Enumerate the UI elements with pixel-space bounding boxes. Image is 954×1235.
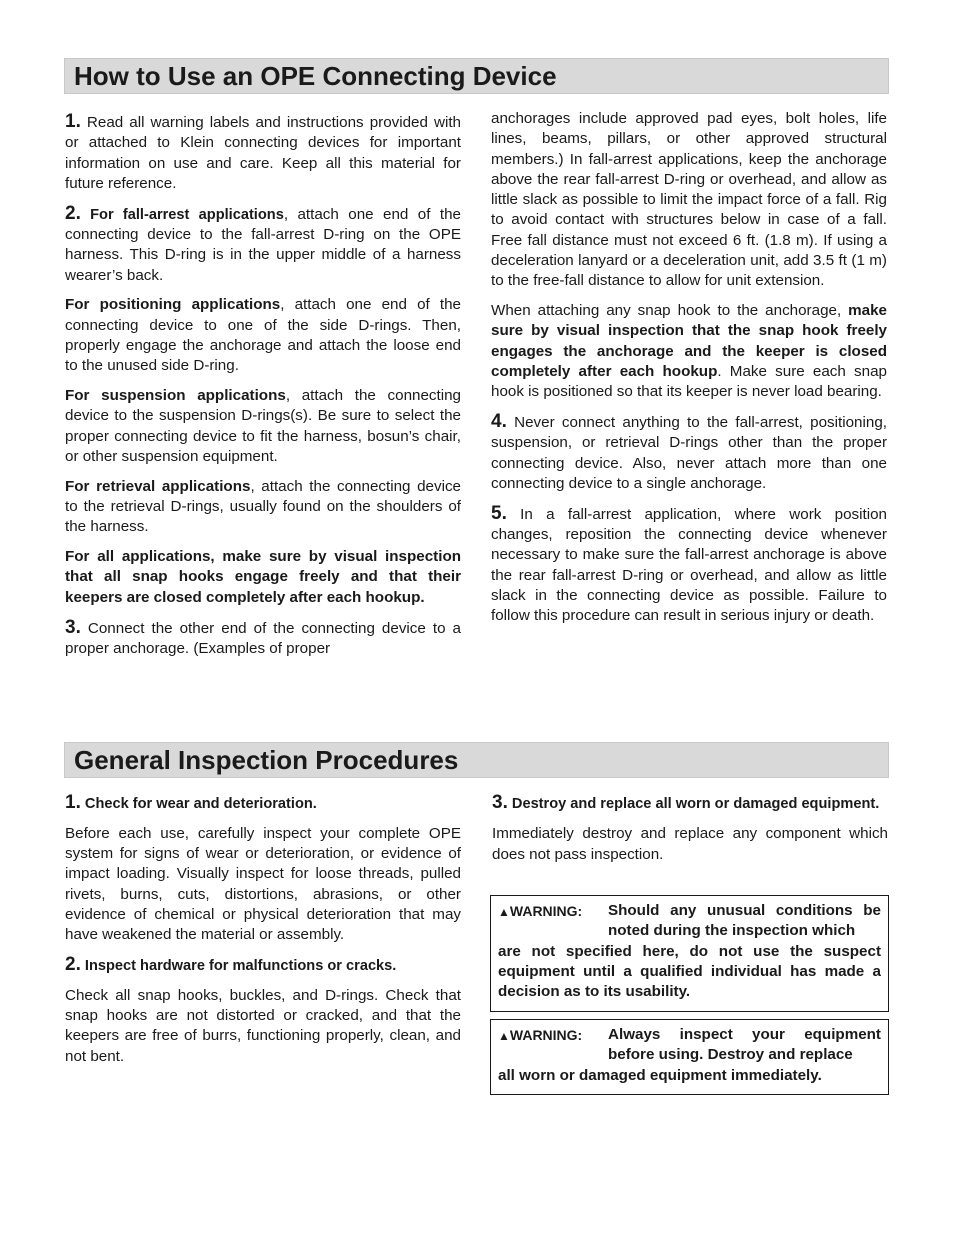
paragraph — [65, 477, 461, 538]
paragraph-text: , attach the connecting device to the suspension D-rings(s). Be sure to select the proper connecting device to fit the harness, bosun’s chair, or other suspension equipment. — [65, 387, 461, 465]
paragraph — [65, 547, 461, 608]
warning-box — [490, 1019, 889, 1095]
step-number: 3. — [65, 616, 81, 638]
step-number: 1. — [65, 792, 81, 813]
warning-box — [490, 895, 889, 1012]
paragraph-text: In a fall-arrest application, where work position changes, reposition the connecting device whenever necessary to make sure the fall-arrest anchorage is above the rear fall-arrest D-ring or overhead, and allow as little slack in the connecting device as possible. Failure to follow this procedure can result in serious injury or death. — [491, 505, 887, 625]
warning-triangle-icon: ▲ — [498, 905, 510, 919]
section-title: General Inspection Procedures — [74, 745, 459, 775]
paragraph — [491, 504, 887, 627]
step-number: 2. — [65, 954, 81, 976]
paragraph-bold: For fall-arrest applications — [80, 206, 284, 223]
warning-label — [498, 1025, 582, 1046]
paragraph-text: Connect the other end of the connecting device to a proper anchorage. (Examples of proper — [65, 619, 461, 657]
section-header-how-to-use — [64, 58, 889, 94]
paragraph-bold: For all applications, make sure by visual inspection that all snap hooks engage freely and that their keepers are closed completely after each hookup. — [65, 548, 461, 606]
paragraph — [65, 386, 461, 467]
warning-triangle-icon: ▲ — [498, 1029, 510, 1043]
paragraph — [65, 295, 461, 376]
paragraph-text: Never connect anything to the fall-arrest, positioning, suspension, or retrieval D-rings other than the proper connecting device. Also, never attach more than one connecting device to a single anchorage. — [491, 414, 887, 493]
warning-text — [498, 901, 881, 1002]
paragraph — [65, 204, 461, 286]
paragraph-text: , attach one end of the connecting device to the fall-arrest D-ring on the OPE harness. This D-ring is in the upper middle of a harness wearer’s back. — [65, 205, 461, 284]
paragraph — [491, 412, 887, 494]
warning-label — [498, 901, 582, 922]
subheading-text: Inspect hardware for malfunctions or cracks. — [80, 958, 397, 975]
section2-left-column — [65, 793, 461, 1077]
warning-rest: all worn or damaged equipment immediately. — [498, 1066, 822, 1084]
subheading-text: Destroy and replace all worn or damaged equipment. — [507, 796, 880, 812]
section1-right-column — [491, 109, 887, 636]
step-number: 3. — [492, 792, 508, 813]
step-number: 2. — [65, 202, 81, 224]
paragraph-bold: For positioning applications — [65, 296, 281, 314]
step-number: 5. — [491, 502, 507, 524]
paragraph — [491, 301, 887, 402]
section1-left-column — [65, 112, 461, 669]
paragraph: Immediately destroy and replace any component which does not pass inspection. — [492, 825, 888, 863]
warning-label-text: WARNING: — [509, 903, 583, 919]
paragraph: Check all snap hooks, buckles, and D-rings. Check that snap hooks are not distorted or cracked, and that the keepers are free of burrs, functioning properly, clean, and not bent. — [65, 986, 461, 1065]
step-number: 4. — [491, 411, 507, 433]
paragraph-bold: For suspension applications — [65, 387, 286, 405]
warning-label-text: WARNING: — [509, 1027, 583, 1043]
paragraph-bold: make sure by visual inspection that the snap hook freely engages the anchorage and the keeper is closed completely after each hookup — [491, 302, 887, 381]
paragraph — [65, 112, 461, 194]
paragraph-text: , attach one end of the connecting device to one of the side D-rings. Then, properly engage the anchorage and attach the loose end to the unused side D-ring. — [65, 296, 461, 375]
warning-text — [498, 1025, 881, 1086]
paragraph-text: , attach the connecting device to the retrieval D-rings, usually found on the shoulders of the harness. — [65, 477, 461, 536]
section-header-general-inspection — [64, 742, 889, 778]
warning-rest: are not specified here, do not use the suspect equipment until a qualified individual has made a decision as to its usability. — [498, 942, 881, 1001]
subheading — [492, 793, 888, 814]
paragraph-text: . Make sure each snap hook is positioned so that its keeper is never load bearing. — [491, 363, 887, 401]
paragraph: anchorages include approved pad eyes, bolt holes, life lines, beams, pillars, or other approved structural members.) In fall-arrest applications, keep the anchorage above the rear fall-arrest D-ring or overhead, and allow as little slack as possible to limit the impact force of a fall. Rig to avoid contact with structures below in case of a fall. Free fall distance must not exceed 6 ft. (1.8 m). If using a deceleration lanyard or a deceleration unit, add 3.5 ft (1 m) to the free-fall distance to allow for unit extension. — [491, 110, 887, 290]
step-number: 1. — [65, 111, 81, 132]
warning-first-line: Should any unusual conditions be noted during the inspection which — [608, 902, 881, 940]
paragraph-text: When attaching any snap hook to the anchorage, — [491, 302, 849, 320]
subheading — [65, 955, 461, 976]
subheading — [65, 793, 461, 814]
section2-right-column — [492, 793, 888, 874]
paragraph: Before each use, carefully inspect your complete OPE system for signs of wear or deterioration, or evidence of impact loading. Visually inspect for loose threads, pulled rivets, burns, cuts, distortions, abrasions, or other evidence of chemical or physical deterioration that may have weakened the material or assembly. — [65, 824, 461, 944]
section-title: How to Use an OPE Connecting Device — [74, 61, 557, 91]
paragraph — [65, 618, 461, 660]
subheading-text: Check for wear and deterioration. — [80, 796, 317, 812]
paragraph-bold: For retrieval applications — [65, 477, 251, 495]
paragraph-text: Read all warning labels and instructions provided with or attached to Klein connecting devices for important information on use and care. Keep all this material for future reference. — [65, 114, 461, 192]
warning-first-line: Always inspect your equipment before using. Destroy and replace — [608, 1026, 881, 1064]
